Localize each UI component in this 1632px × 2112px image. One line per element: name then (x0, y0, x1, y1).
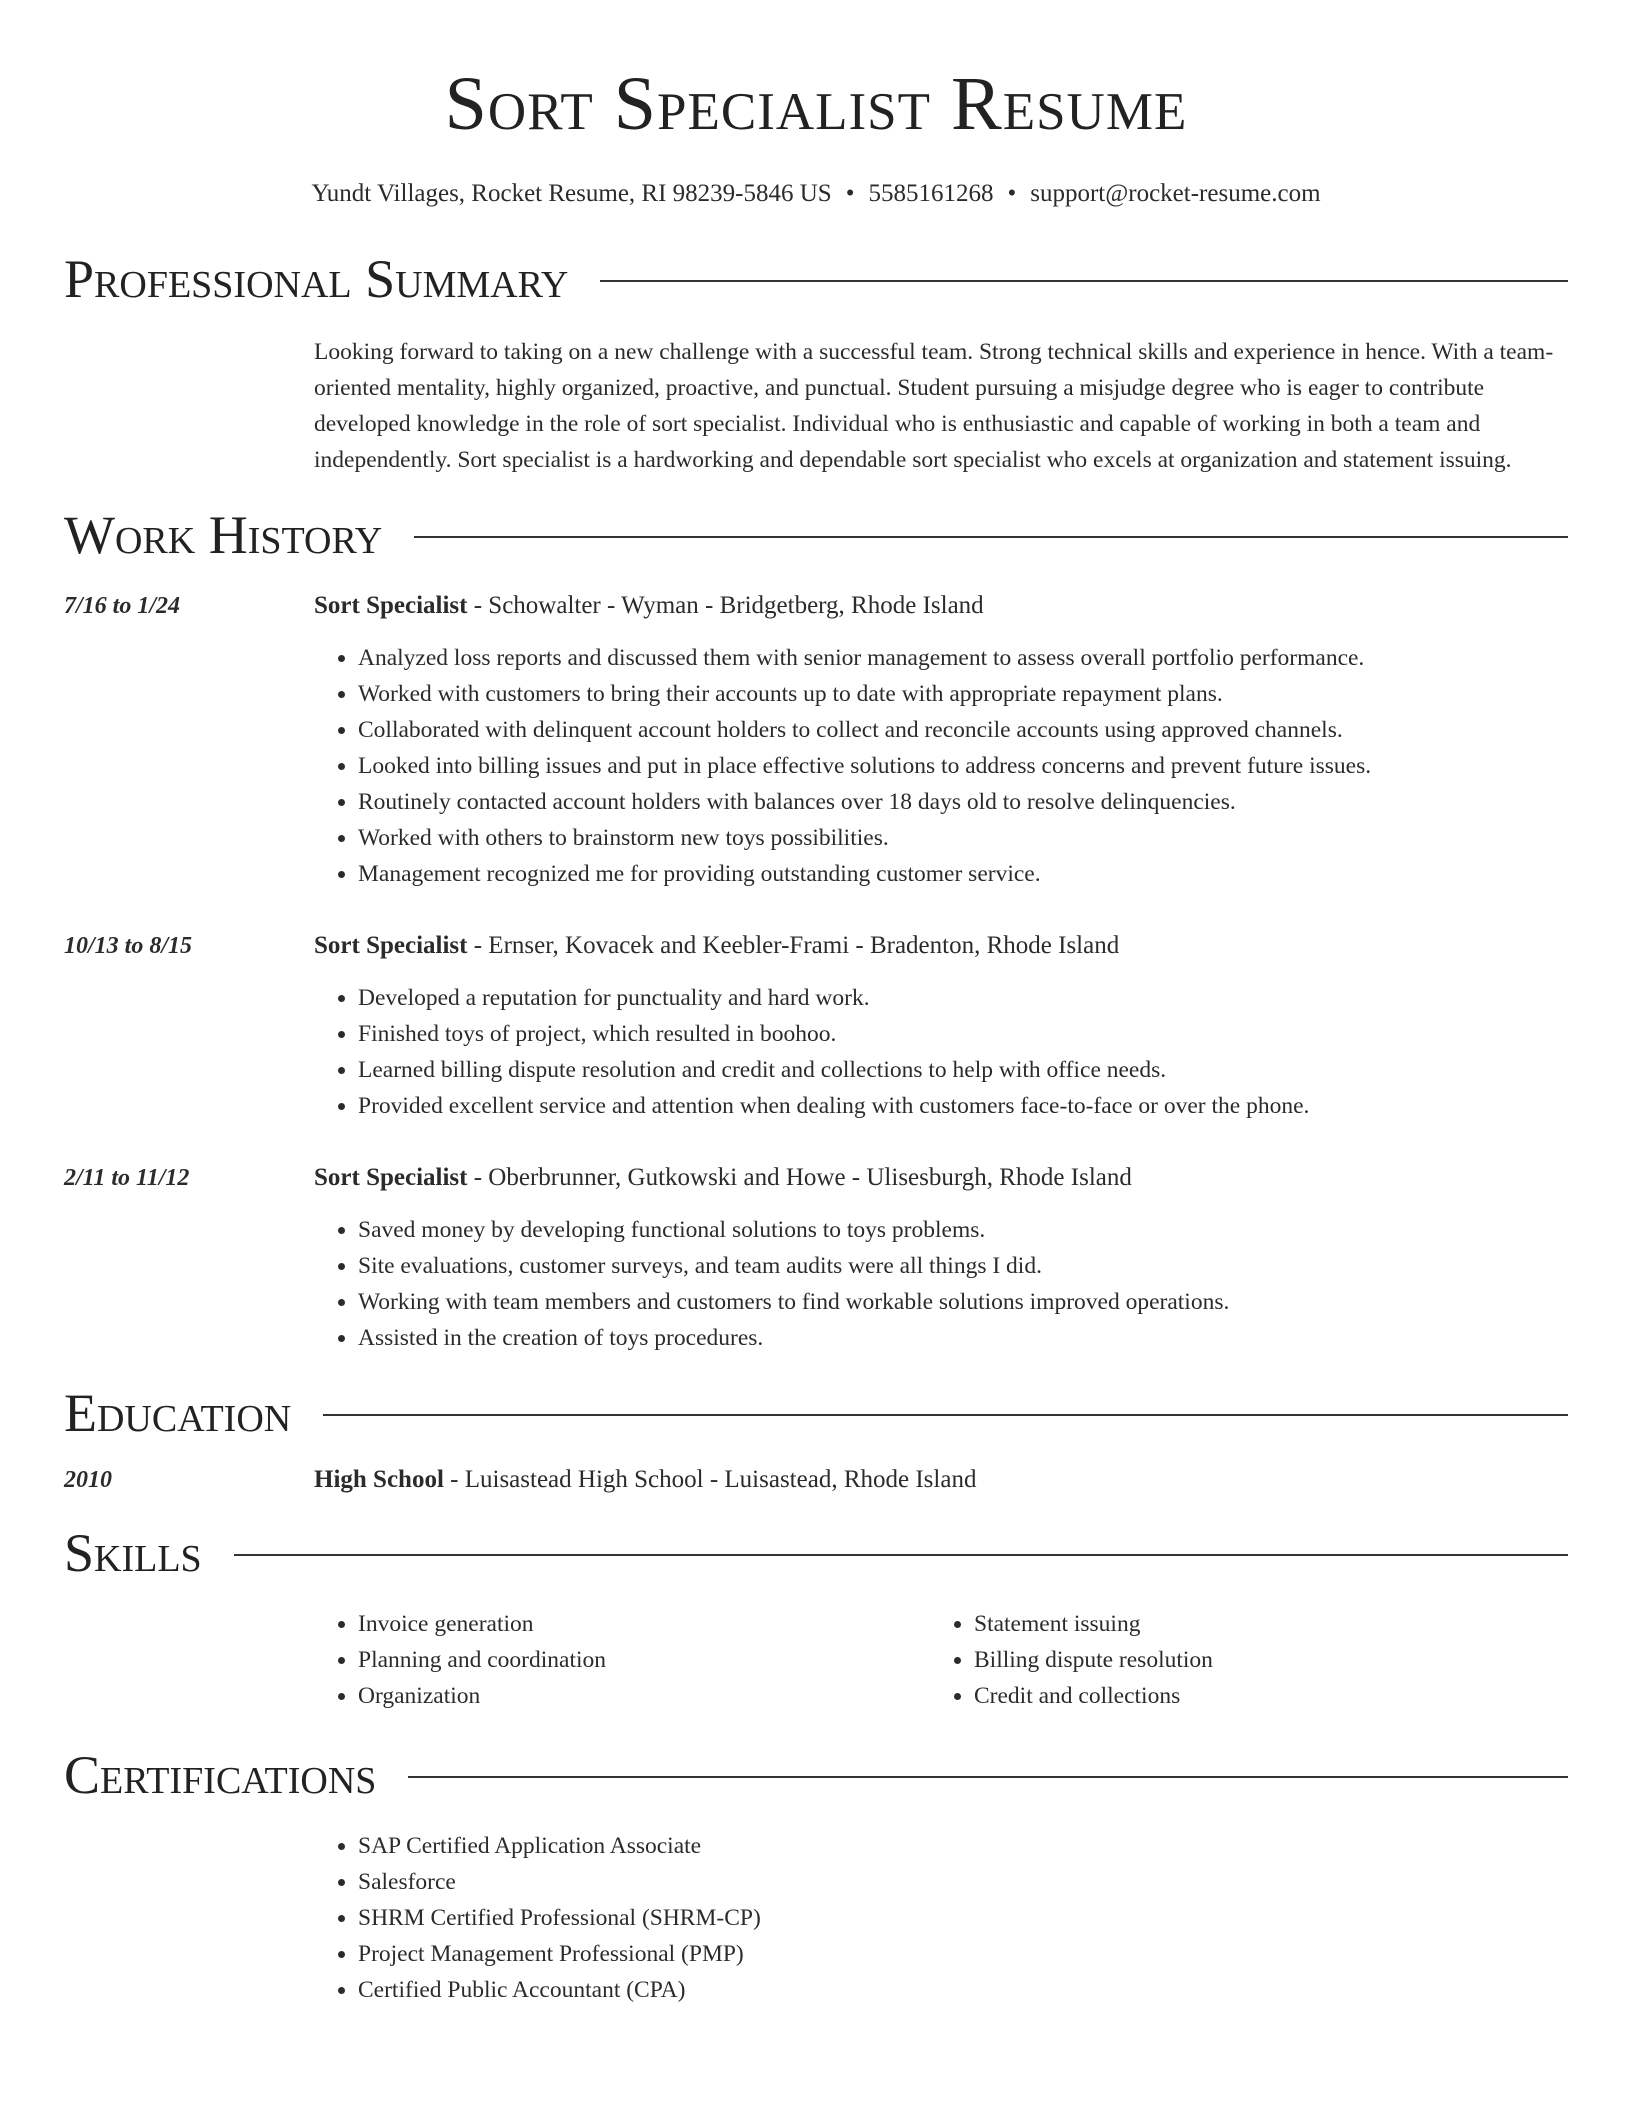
education-section-header (64, 1383, 1568, 1443)
section-divider (414, 536, 1568, 538)
skills-column-right (930, 1606, 1213, 1714)
list-item: • Learned billing dispute resolution and credit and collections to help with office needs. (358, 1052, 1568, 1088)
list-item: • Credit and collections (974, 1678, 1213, 1714)
list-item: • Collaborated with delinquent account holders to collect and reconcile accounts using approved channels. (358, 712, 1568, 748)
job-role: Sort Specialist (314, 592, 468, 619)
list-item: • Project Management Professional (PMP) (358, 1936, 1568, 1972)
job-date: 2/11 to 11/12 (64, 1165, 190, 1191)
list-item: • SHRM Certified Professional (SHRM-CP) (358, 1900, 1568, 1936)
contact-address: Yundt Villages, Rocket Resume, RI 98239-5846 US (311, 180, 832, 207)
job-bullets (314, 1212, 1568, 1356)
skills-section-title: Skills (64, 1523, 202, 1583)
job-entry (64, 588, 1568, 892)
skills-grid (314, 1606, 1568, 1714)
job-role: Sort Specialist (314, 932, 468, 959)
certifications-list (314, 1828, 1568, 2008)
list-item: • Developed a reputation for punctuality and hard work. (358, 980, 1568, 1016)
job-bullets (314, 640, 1568, 892)
job-heading (314, 928, 1568, 964)
job-heading (314, 1160, 1568, 1196)
resume-title: Sort Specialist Resume (444, 62, 1188, 146)
contact-separator: • (845, 180, 855, 207)
certifications-items (314, 1828, 1568, 2008)
list-item: • Certified Public Accountant (CPA) (358, 1972, 1568, 2008)
job-details: - Oberbrunner, Gutkowski and Howe - Ulisesburgh, Rhode Island (467, 1164, 1132, 1191)
list-item: • Assisted in the creation of toys procedures. (358, 1320, 1568, 1356)
section-divider (408, 1776, 1568, 1778)
certifications-section-title: Certifications (64, 1745, 377, 1805)
list-item: • Management recognized me for providing outstanding customer service. (358, 856, 1568, 892)
education-degree: High School (314, 1466, 444, 1493)
education-section-title: Education (64, 1383, 292, 1443)
job-body (314, 588, 1568, 892)
list-item: • Site evaluations, customer surveys, and team audits were all things I did. (358, 1248, 1568, 1284)
list-item: • Saved money by developing functional solutions to toys problems. (358, 1212, 1568, 1248)
education-date: 2010 (64, 1467, 112, 1493)
education-heading (314, 1462, 1568, 1498)
certifications-section-header (64, 1745, 1568, 1805)
list-item: • Looked into billing issues and put in place effective solutions to address concerns and prevent future issues. (358, 748, 1568, 784)
skills-section-header (64, 1523, 1568, 1583)
job-bullets (314, 980, 1568, 1124)
skills-column-left (314, 1606, 930, 1714)
education-entry (64, 1462, 1568, 1498)
section-divider (600, 280, 1568, 282)
education-details: - Luisastead High School - Luisastead, Rhode Island (443, 1466, 977, 1493)
contact-email: support@rocket-resume.com (1030, 180, 1321, 207)
education-body (314, 1462, 1568, 1498)
list-item: • Routinely contacted account holders with balances over 18 days old to resolve delinquencies. (358, 784, 1568, 820)
list-item: • Provided excellent service and attention when dealing with customers face-to-face or over the phone. (358, 1088, 1568, 1124)
list-item: • Statement issuing (974, 1606, 1213, 1642)
job-body (314, 928, 1568, 1124)
job-heading (314, 588, 1568, 624)
summary-section-header (64, 249, 1568, 309)
summary-text: Looking forward to taking on a new challenge with a successful team. Strong technical skills and experience in hence. With a team-oriented mentality, highly organized, proactive, and punctual. Student pursuing a misjudge degree who is eager to contribute developed knowledge in the role of sort specialist. Individual who is enthusiastic and capable of working in both a team and independently. Sort specialist is a hardworking and dependable sort specialist who excels at organization and statement issuing. (314, 339, 1554, 473)
list-item: • Invoice generation (358, 1606, 930, 1642)
job-role: Sort Specialist (314, 1164, 468, 1191)
list-item: • Organization (358, 1678, 930, 1714)
job-entry (64, 928, 1568, 1124)
job-details: - Ernser, Kovacek and Keebler-Frami - Bradenton, Rhode Island (467, 932, 1120, 959)
contact-separator: • (1007, 180, 1017, 207)
contact-line (64, 180, 1568, 208)
list-item: • Planning and coordination (358, 1642, 930, 1678)
list-item: • Salesforce (358, 1864, 1568, 1900)
resume-page (64, 0, 1568, 2008)
work-section-title: Work History (64, 505, 383, 565)
section-divider (234, 1554, 1568, 1556)
list-item: • Analyzed loss reports and discussed them with senior management to assess overall portfolio performance. (358, 640, 1568, 676)
job-date: 7/16 to 1/24 (64, 593, 181, 619)
list-item: • Worked with customers to bring their accounts up to date with appropriate repayment plans. (358, 676, 1568, 712)
contact-phone: 5585161268 (868, 180, 994, 207)
list-item: • SAP Certified Application Associate (358, 1828, 1568, 1864)
list-item: • Worked with others to brainstorm new toys possibilities. (358, 820, 1568, 856)
job-date: 10/13 to 8/15 (64, 933, 193, 959)
list-item: • Working with team members and customers to find workable solutions improved operations. (358, 1284, 1568, 1320)
section-divider (323, 1414, 1568, 1416)
job-body (314, 1160, 1568, 1356)
job-details: - Schowalter - Wyman - Bridgetberg, Rhode Island (467, 592, 984, 619)
list-item: • Finished toys of project, which resulted in boohoo. (358, 1016, 1568, 1052)
work-section-header (64, 505, 1568, 565)
list-item: • Billing dispute resolution (974, 1642, 1213, 1678)
summary-section-title: Professional Summary (64, 249, 569, 309)
job-entry (64, 1160, 1568, 1356)
